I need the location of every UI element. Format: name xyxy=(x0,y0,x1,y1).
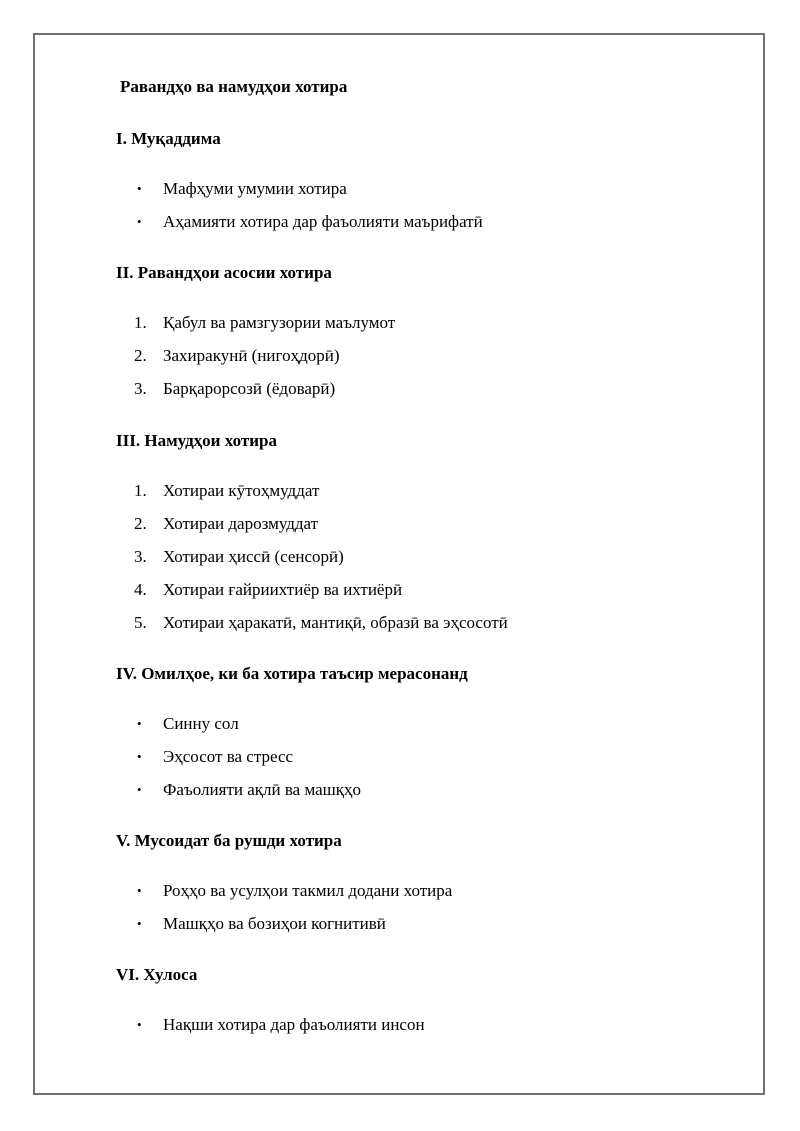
list-item-text: Хотираи ҳиссӣ (сенсорӣ) xyxy=(163,547,344,566)
section-heading: III. Намудҳои хотира xyxy=(116,431,277,450)
list-item xyxy=(0,480,700,513)
numbered-list xyxy=(0,312,700,411)
list-item-text: Захиракунӣ (нигоҳдорӣ) xyxy=(163,346,340,365)
list-item xyxy=(0,880,700,913)
section-heading: IV. Омилҳое, ки ба хотира таъсир мерасонанд xyxy=(116,664,468,683)
bullet-list xyxy=(0,713,700,812)
bullet-icon: • xyxy=(137,716,142,731)
list-number: 4. xyxy=(134,580,147,599)
list-item-text: Нақши хотира дар фаъолияти инсон xyxy=(163,1015,425,1034)
list-item-text: Фаъолияти ақлӣ ва машқҳо xyxy=(163,780,361,799)
bullet-icon: • xyxy=(137,214,142,229)
list-item-text: Барқарорсозӣ (ёдоварӣ) xyxy=(163,379,336,398)
list-item xyxy=(0,713,700,746)
list-item xyxy=(0,345,700,378)
section-heading: I. Муқаддима xyxy=(116,129,221,148)
list-item xyxy=(0,579,700,612)
list-number: 3. xyxy=(134,379,147,398)
list-item xyxy=(0,211,700,244)
list-item xyxy=(0,612,700,645)
list-item-text: Роҳҳо ва усулҳои такмил додани хотира xyxy=(163,881,453,900)
list-number: 1. xyxy=(134,481,147,500)
list-item xyxy=(0,178,700,211)
list-item-text: Хотираи кӯтоҳмуддат xyxy=(163,481,320,500)
list-item-text: Хотираи ҳаракатӣ, мантиқӣ, образӣ ва эҳсосотӣ xyxy=(163,613,508,632)
list-number: 1. xyxy=(134,313,147,332)
bullet-list xyxy=(0,178,700,244)
list-item xyxy=(0,513,700,546)
list-item-text: Синну сол xyxy=(163,714,239,733)
bullet-icon: • xyxy=(137,782,142,797)
section-heading: V. Мусоидат ба рушди хотира xyxy=(116,831,342,850)
list-item-text: Аҳамияти хотира дар фаъолияти маърифатӣ xyxy=(163,212,483,231)
list-item-text: Хотираи ғайриихтиёр ва ихтиёрӣ xyxy=(163,580,403,599)
section-heading: VI. Хулоса xyxy=(116,965,198,984)
list-item-text: Мафҳуми умумии хотира xyxy=(163,179,347,198)
list-number: 2. xyxy=(134,514,147,533)
bullet-icon: • xyxy=(137,749,142,764)
bullet-list xyxy=(0,1014,700,1047)
list-item xyxy=(0,378,700,411)
list-item xyxy=(0,746,700,779)
list-item xyxy=(0,779,700,812)
list-item xyxy=(0,312,700,345)
list-item-text: Қабул ва рамзгузории маълумот xyxy=(163,313,396,332)
list-number: 3. xyxy=(134,547,147,566)
section-heading: II. Равандҳои асосии хотира xyxy=(116,263,332,282)
list-item-text: Хотираи дарозмуддат xyxy=(163,514,319,533)
list-item-text: Эҳсосот ва стресс xyxy=(163,747,294,766)
document-title: Равандҳо ва намудҳои хотира xyxy=(120,77,348,96)
bullet-icon: • xyxy=(137,916,142,931)
list-number: 2. xyxy=(134,346,147,365)
numbered-list xyxy=(0,480,700,645)
bullet-icon: • xyxy=(137,883,142,898)
bullet-list xyxy=(0,880,700,946)
list-item xyxy=(0,546,700,579)
list-item xyxy=(0,1014,700,1047)
list-item xyxy=(0,913,700,946)
bullet-icon: • xyxy=(137,1017,142,1032)
list-item-text: Машқҳо ва бозиҳои когнитивӣ xyxy=(163,914,386,933)
bullet-icon: • xyxy=(137,181,142,196)
list-number: 5. xyxy=(134,613,147,632)
